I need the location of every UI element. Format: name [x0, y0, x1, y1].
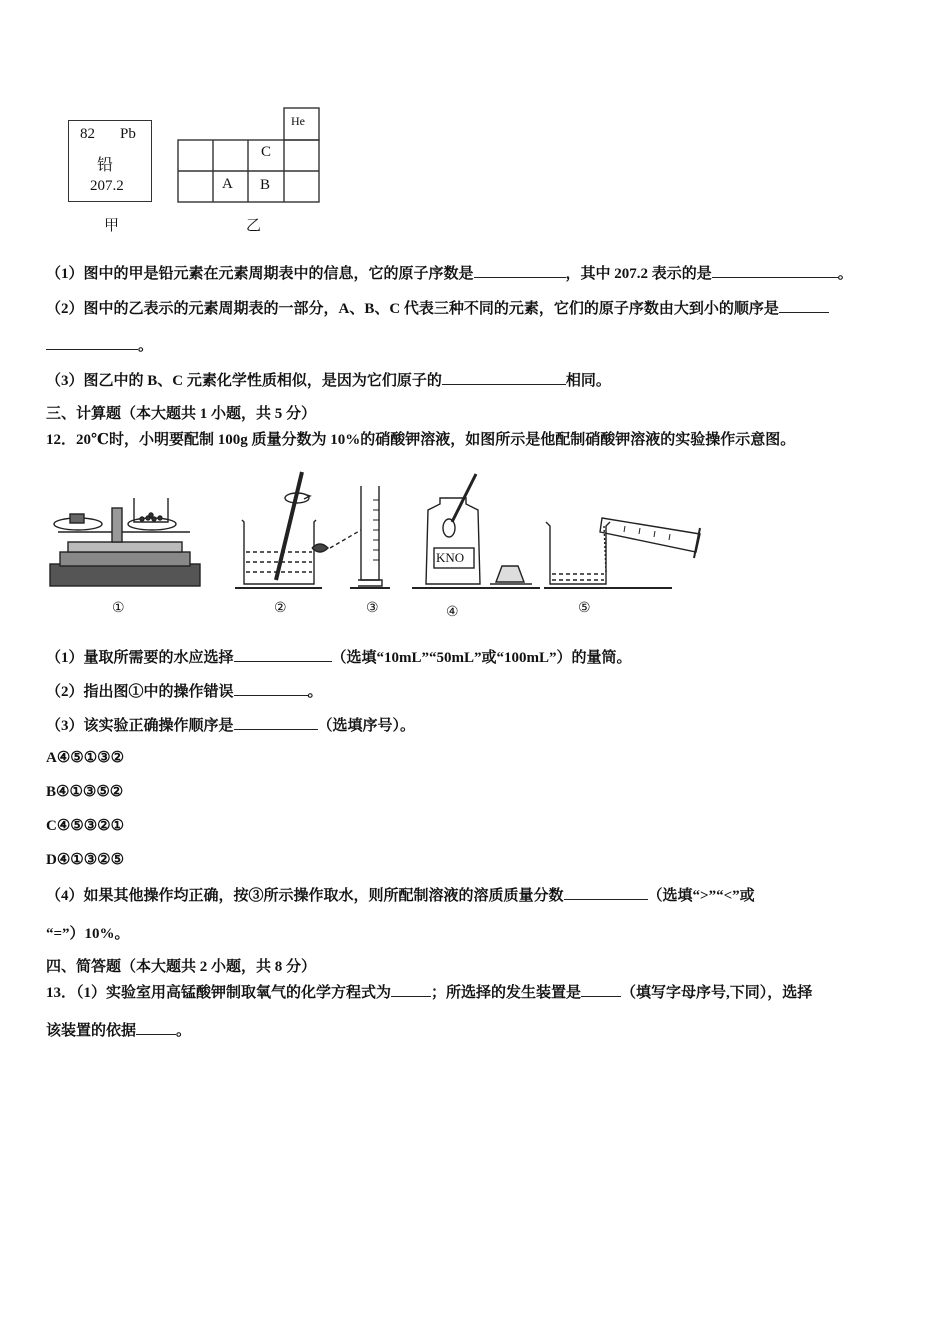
q12-option-a: A④⑤①③②	[46, 750, 125, 766]
q12-p4-text-b: （选填“>”“<”或	[647, 888, 755, 904]
q12-part4-cont: “=”）10%。	[46, 926, 130, 942]
q12-p2-text-b: 。	[307, 684, 323, 700]
kno3-label: KNO	[436, 550, 465, 565]
q11-p3-text-a: （3）图乙中的 B、C 元素化学性质相似，是因为它们原子的	[46, 373, 442, 389]
q11-part2	[46, 297, 829, 318]
q11-p2-text-b: 。	[138, 338, 154, 354]
figure-label-1: ①	[112, 601, 125, 616]
figure-label-3: ③	[366, 601, 379, 616]
figure-label-5: ⑤	[578, 601, 591, 616]
pb-name: 铅	[97, 157, 114, 174]
answer-blank[interactable]	[234, 647, 332, 662]
pb-symbol: Pb	[120, 126, 136, 142]
answer-blank[interactable]	[581, 982, 621, 997]
pouring-water-drawing	[544, 518, 700, 588]
answer-blank[interactable]	[779, 298, 829, 313]
element-a: A	[222, 176, 233, 192]
figure-label-4: ④	[446, 605, 459, 620]
q12-stem: 12．20℃时，小明要配制 100g 质量分数为 10%的硝酸钾溶液，如图所示是他配制硝酸钾溶液的实验操作示意图。	[46, 432, 796, 448]
q12-p2-text-a: （2）指出图①中的操作错误	[46, 684, 234, 700]
answer-blank[interactable]	[136, 1020, 176, 1035]
q11-p1-text-a: （1）图中的甲是铅元素在元素周期表中的信息，它的原子序数是	[46, 266, 474, 282]
q13-p2-text-b: 。	[176, 1023, 192, 1039]
q13-p1-text-b: ；所选择的发生装置是	[431, 985, 582, 1001]
q12-part3	[46, 714, 415, 735]
answer-blank[interactable]	[46, 335, 138, 350]
q13-p1-text-c: （填写字母序号,下同），选择	[621, 985, 813, 1001]
element-b: B	[260, 177, 271, 193]
q12-p1-text-a: （1）量取所需要的水应选择	[46, 650, 234, 666]
q12-option-b: B④①③⑤②	[46, 784, 124, 800]
answer-blank[interactable]	[391, 982, 431, 997]
pb-atomic-number: 82	[80, 126, 95, 142]
beaker-stirring-drawing	[235, 472, 322, 588]
q12-part1	[46, 646, 632, 667]
label-yi: 乙	[246, 218, 262, 234]
q12-p3-text-a: （3）该实验正确操作顺序是	[46, 718, 234, 734]
q12-p1-text-b: （选填“10mL”“50mL”或“100mL”）的量筒。	[331, 650, 632, 666]
section-3-heading: 三、计算题（本大题共 1 小题，共 5 分）	[46, 406, 317, 422]
q12-part2	[46, 680, 323, 701]
element-c: C	[261, 144, 272, 160]
q13-p1-text-a: 13．（1）实验室用高锰酸钾制取氧气的化学方程式为	[46, 985, 392, 1001]
q11-part3	[46, 369, 611, 390]
q11-part2-cont	[46, 334, 153, 355]
q13-p2-text-a: 该装置的依据	[46, 1023, 137, 1039]
q11-p1-text-c: 。	[837, 266, 853, 282]
q11-p3-text-b: 相同。	[565, 373, 611, 389]
q12-p4-text-a: （4）如果其他操作均正确，按③所示操作取水，则所配制溶液的溶质质量分数	[46, 888, 564, 904]
q12-option-d: D④①③②⑤	[46, 852, 125, 868]
answer-blank[interactable]	[442, 370, 566, 385]
q13-part1	[46, 981, 812, 1002]
q12-option-c: C④⑤③②①	[46, 818, 125, 834]
section-4-heading: 四、简答题（本大题共 2 小题，共 8 分）	[46, 959, 317, 975]
pb-mass: 207.2	[90, 178, 124, 194]
answer-blank[interactable]	[234, 715, 318, 730]
graduated-cylinder-drawing	[312, 486, 390, 588]
q12-part4	[46, 884, 755, 905]
q13-part1-cont	[46, 1019, 191, 1040]
answer-blank[interactable]	[234, 681, 308, 696]
q11-part1	[46, 262, 853, 283]
q12-p3-text-b: （选填序号）。	[317, 718, 416, 734]
label-jia: 甲	[104, 218, 120, 234]
lab-operations-figure	[40, 464, 720, 624]
q11-p2-text-a: （2）图中的乙表示的元素周期表的一部分，A、B、C 代表三种不同的元素，它们的原子序数由大到小的顺序是	[46, 301, 779, 317]
reagent-bottle-drawing	[412, 474, 540, 588]
balance-scale-drawing	[50, 498, 200, 586]
answer-blank[interactable]	[474, 263, 566, 278]
figure-label-2: ②	[274, 601, 287, 616]
element-he: He	[291, 114, 305, 128]
answer-blank[interactable]	[712, 263, 838, 278]
q11-p1-text-b: ，其中 207.2 表示的是	[565, 266, 712, 282]
answer-blank[interactable]	[564, 885, 648, 900]
